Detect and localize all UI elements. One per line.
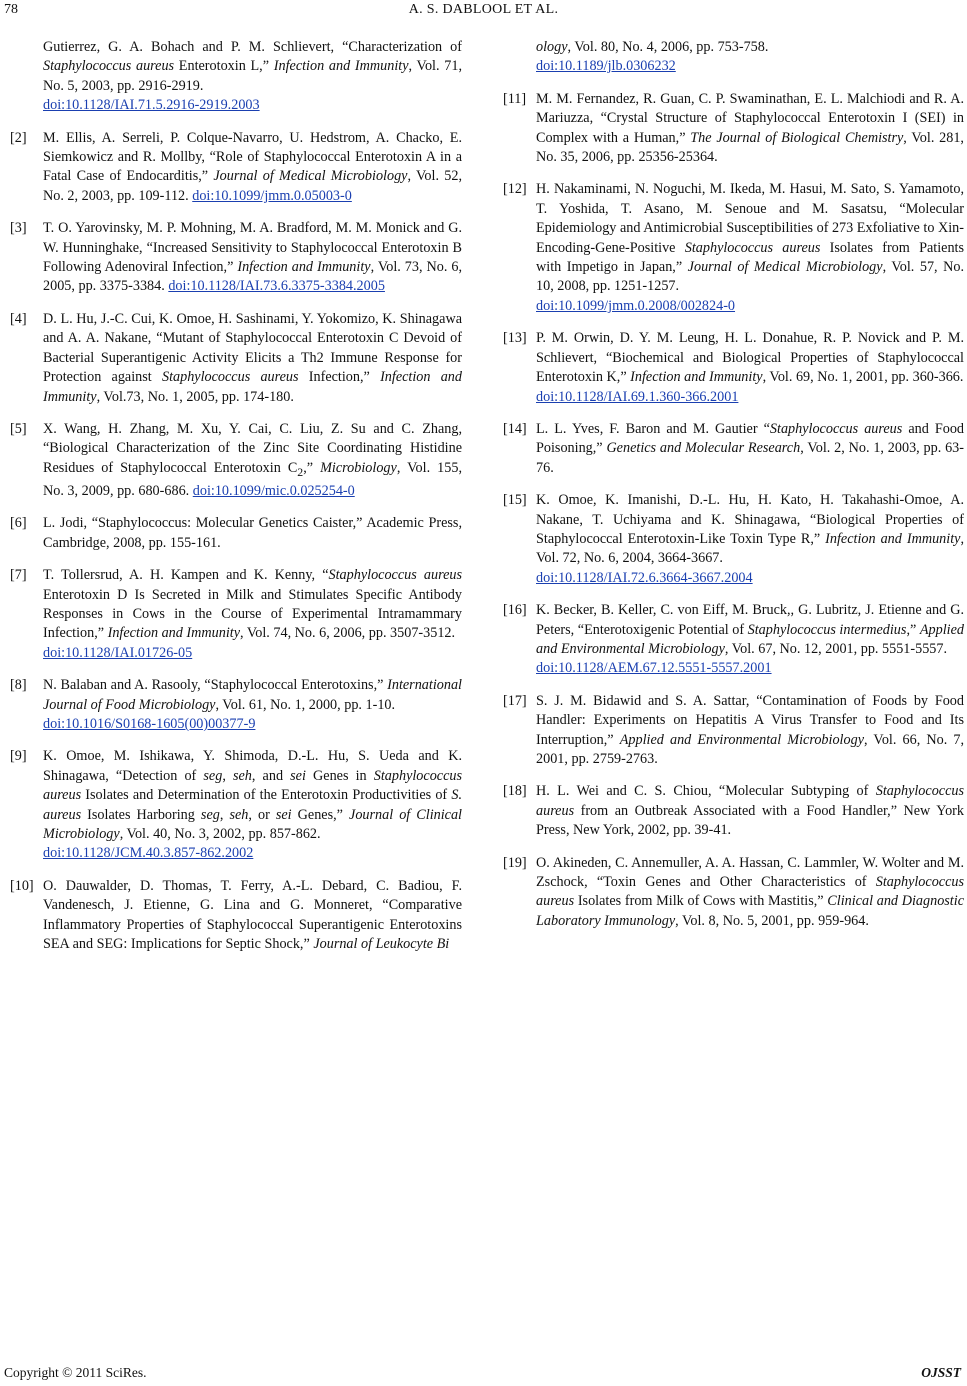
page-number: 78 <box>4 2 18 17</box>
doi-link[interactable]: doi:10.1128/AEM.67.12.5551-5557.2001 <box>536 660 772 677</box>
doi-link[interactable]: doi:10.1128/IAI.72.6.3664-3667.2004 <box>536 569 753 586</box>
doi-link[interactable]: doi:10.1128/IAI.69.1.360-366.2001 <box>536 388 739 405</box>
reference-number: [11] <box>503 90 527 107</box>
reference-9 <box>10 747 462 863</box>
reference-text: X. Wang, H. Zhang, M. Xu, Y. Cai, C. Liu, Z. Su and C. Zhang, “Biological Characterization of the Zinc Site Coordinating Histidine Residues of Staphylococcal Enterotoxin $C_2$,” Microbiology, Vol. 155, No. 3, 2009, pp. 680-686. doi:10.1099/mic.0.025254-0 <box>43 420 462 499</box>
reference-text: L. L. Yves, F. Baron and M. Gautier “Staphylococcus aureus and Food Poisoning,” Genetics and Molecular Research, Vol. 2, No. 1, 2003, pp. 63-76. <box>536 420 965 476</box>
reference-7 <box>10 566 462 663</box>
reference-16 <box>503 601 964 679</box>
reference-number: [6] <box>10 515 27 532</box>
reference-text: M. M. Fernandez, R. Guan, C. P. Swaminathan, E. L. Malchiodi and R. A. Mariuzza, “Crystal Structure of Staphylococcal Enterotoxin I (SEI) in Complex with a Human,” The Journal of Biological Chemistry, Vol. 281, No. 35, 2006, pp. 25356-25364. <box>536 90 964 166</box>
reference-text: N. Balaban and A. Rasooly, “Staphylococcal Enterotoxins,” International Journal of Food Microbiology, Vol. 61, No. 1, 2000, pp. 1-10. doi:10.1016/S0168-1605(00)00377-9 <box>43 677 462 733</box>
reference-text: L. Jodi, “Staphylococcus: Molecular Genetics Caister,” Academic Press, Cambridge, 2008, pp. 155-161. <box>43 515 462 551</box>
reference-text: Gutierrez, G. A. Bohach and P. M. Schlievert, “Characterization of Staphylococcus aureus Enterotoxin L,” Infection and Immunity, Vol. 71, No. 5, 2003, pp. 2916-2919. doi:10.1128/IAI.71.5.2916-2919.2003 <box>43 39 462 114</box>
reference-text: D. L. Hu, J.-C. Cui, K. Omoe, H. Sashinami, Y. Yokomizo, K. Shinagawa and A. A. Nakane, “Mutant of Staphylococcal Enterotoxin C Devoid of Bacterial Superantigenic Activity Elicits a Th2 Immune Response for Protection against Staphylococcus aureus Infection,” Infection and Immunity, Vol.73, No. 1, 2005, pp. 174-180. <box>43 310 462 405</box>
right-column <box>503 38 964 944</box>
reference-number: [4] <box>10 310 27 327</box>
reference-text: P. M. Orwin, D. Y. M. Leung, H. L. Donahue, R. P. Novick and P. M. Schlievert, “Biochemical and Biological Properties of Staphylococcal Enterotoxin K,” Infection and Immunity, Vol. 69, No. 1, 2001, pp. 360-366. doi:10.1128/IAI.69.1.360-366.2001 <box>536 330 964 405</box>
reference-text: K. Becker, B. Keller, C. von Eiff, M. Bruck,, G. Lubritz, J. Etienne and G. Peters, “Enterotoxigenic Potential of Staphylococcus intermedius,” Applied and Environmental Microbiology, Vol. 67, No. 12, 2001, pp. 5551-5557. doi:10.1128/AEM.67.12.5551-5557.2001 <box>536 602 964 677</box>
reference-number: [13] <box>503 330 527 347</box>
journal-abbreviation: OJSST <box>921 1365 961 1380</box>
reference-text: O. Akineden, C. Annemuller, A. A. Hassan, C. Lammler, W. Wolter and M. Zschock, “Toxin Genes and Other Characteristics of Staphylococcus aureus Isolates from Milk of Cows with Mastitis,” Clinical and Diagnostic Laboratory Immunology, Vol. 8, No. 5, 2001, pp. 959-964. <box>536 854 964 929</box>
doi-link[interactable]: doi:10.1016/S0168-1605(00)00377-9 <box>43 716 256 733</box>
reference-4 <box>10 310 462 407</box>
reference-number: [10] <box>10 877 34 894</box>
reference-14 <box>503 420 964 478</box>
reference-3 <box>10 219 462 297</box>
reference-19 <box>503 854 964 932</box>
doi-link[interactable]: doi:10.1128/IAI.01726-05 <box>43 644 193 661</box>
reference-text: M. Ellis, A. Serreli, P. Colque-Navarro, U. Hedstrom, A. Chacko, E. Siemkowicz and R. Mollby, “Role of Staphylococcal Enterotoxin A in a Fatal Case of Endocarditis,” Journal of Medical Microbiology, Vol. 52, No. 2, 2003, pp. 109-112. doi:10.1099/jmm.0.05003-0 <box>43 129 462 204</box>
reference-text: T. O. Yarovinsky, M. P. Mohning, M. A. Bradford, M. M. Monick and G. W. Hunninghake, “Increased Sensitivity to Staphylococcal Enterotoxin B Following Adenoviral Infection,” Infection and Immunity, Vol. 73, No. 6, 2005, pp. 3375-3384. doi:10.1128/IAI.73.6.3375-3384.2005 <box>43 220 462 295</box>
reference-2 <box>10 129 462 207</box>
reference-10 <box>10 877 462 955</box>
reference-text: O. Dauwalder, D. Thomas, T. Ferry, A.-L. Debard, C. Badiou, F. Vandenesch, J. Etienne, G. Lina and G. Monneret, “Comparative Inflammatory Properties of Staphylococcal Superantigenic Enterotoxins SEA and SEG: Implications for Septic Shock,” Journal of Leukocyte Bi <box>43 877 462 953</box>
page-header <box>0 2 967 24</box>
reference-text: K. Omoe, M. Ishikawa, Y. Shimoda, D.-L. Hu, S. Ueda and K. Shinagawa, “Detection of seg, seh, and sei Genes in Staphylococcus aureus Isolates and Determination of the Enterotoxin Productivities of S. aureus Isolates Harboring seg, seh, or sei Genes,” Journal of Clinical Microbiology, Vol. 40, No. 3, 2002, pp. 857-862. doi:10.1128/JCM.40.3.857-862.2002 <box>43 748 463 862</box>
reference-number: [7] <box>10 567 27 584</box>
reference-1-continued <box>10 38 462 116</box>
doi-link[interactable]: doi:10.1128/IAI.73.6.3375-3384.2005 <box>168 278 385 295</box>
doi-link[interactable]: doi:10.1189/jlb.0306232 <box>536 58 676 75</box>
reference-11 <box>503 90 964 168</box>
reference-number: [3] <box>10 220 27 237</box>
doi-link[interactable]: doi:10.1099/jmm.0.05003-0 <box>192 187 352 204</box>
reference-number: [8] <box>10 677 27 694</box>
reference-5 <box>10 420 462 501</box>
doi-link[interactable]: doi:10.1128/IAI.71.5.2916-2919.2003 <box>43 97 260 114</box>
reference-text: K. Omoe, K. Imanishi, D.-L. Hu, H. Kato, H. Takahashi-Omoe, A. Nakane, T. Uchiyama and K. Shinagawa, “Biological Properties of Staphylococcal Enterotoxin-Like Toxin Type R,” Infection and Immunity, Vol. 72, No. 6, 2004, 3664-3667. doi:10.1128/IAI.72.6.3664-3667.2004 <box>536 492 964 586</box>
copyright-notice: Copyright © 2011 SciRes. <box>4 1365 147 1380</box>
left-column <box>10 38 462 967</box>
reference-number: [9] <box>10 748 27 765</box>
reference-number: [15] <box>503 492 527 509</box>
reference-number: [16] <box>503 602 527 619</box>
reference-10-continued <box>503 38 964 77</box>
reference-number: [19] <box>503 854 527 871</box>
reference-text: H. L. Wei and C. S. Chiou, “Molecular Subtyping of Staphylococcus aureus from an Outbreak Associated with a Food Handler,” New York Press, New York, 2002, pp. 39-41. <box>536 783 964 839</box>
doi-link[interactable]: doi:10.1128/JCM.40.3.857-862.2002 <box>43 845 254 862</box>
reference-number: [14] <box>503 420 527 437</box>
reference-18 <box>503 782 964 840</box>
page-footer <box>0 1365 967 1385</box>
doi-link[interactable]: doi:10.1099/mic.0.025254-0 <box>192 482 355 499</box>
reference-number: [12] <box>503 181 527 198</box>
reference-13 <box>503 329 964 407</box>
reference-number: [2] <box>10 129 27 146</box>
reference-text: ology, Vol. 80, No. 4, 2006, pp. 753-758. doi:10.1189/jlb.0306232 <box>536 39 769 75</box>
reference-8 <box>10 676 462 734</box>
reference-17 <box>503 692 964 770</box>
reference-6 <box>10 514 462 553</box>
reference-number: [18] <box>503 783 527 800</box>
reference-text: T. Tollersrud, A. H. Kampen and K. Kenny, “Staphylococcus aureus Enterotoxin D Is Secreted in Milk and Stimulates Specific Antibody Responses in Cows in the Course of Experimental Intramammary Infection,” Infection and Immunity, Vol. 74, No. 6, 2006, pp. 3507-3512. doi:10.1128/IAI.01726-05 <box>43 567 462 661</box>
reference-number: [17] <box>503 692 527 709</box>
doi-link[interactable]: doi:10.1099/jmm.0.2008/002824-0 <box>536 297 736 314</box>
reference-12 <box>503 180 964 316</box>
reference-15 <box>503 491 964 588</box>
reference-text: H. Nakaminami, N. Noguchi, M. Ikeda, M. Hasui, M. Sato, S. Yamamoto, T. Yoshida, T. Asano, M. Senoue and M. Sasatsu, “Molecular Epidemiology and Antimicrobial Susceptibilities of 273 Exfoliative to Xin-Encoding-Gene-Positive Staphylococcus aureus Isolates from Patients with Impetigo in Japan,” Journal of Medical Microbiology, Vol. 57, No. 10, 2008, pp. 1251-1257. doi:10.1099/jmm.0.2008/002824-0 <box>536 181 964 314</box>
reference-text: S. J. M. Bidawid and S. A. Sattar, “Contamination of Foods by Food Handler: Experiments on Hepatitis A Virus Transfer to Food and Its Interruption,” Applied and Environmental Microbiology, Vol. 66, No. 7, 2001, pp. 2759-2763. <box>536 692 965 767</box>
running-title: A. S. DABLOOL ET AL. <box>408 2 559 17</box>
reference-number: [5] <box>10 420 27 437</box>
